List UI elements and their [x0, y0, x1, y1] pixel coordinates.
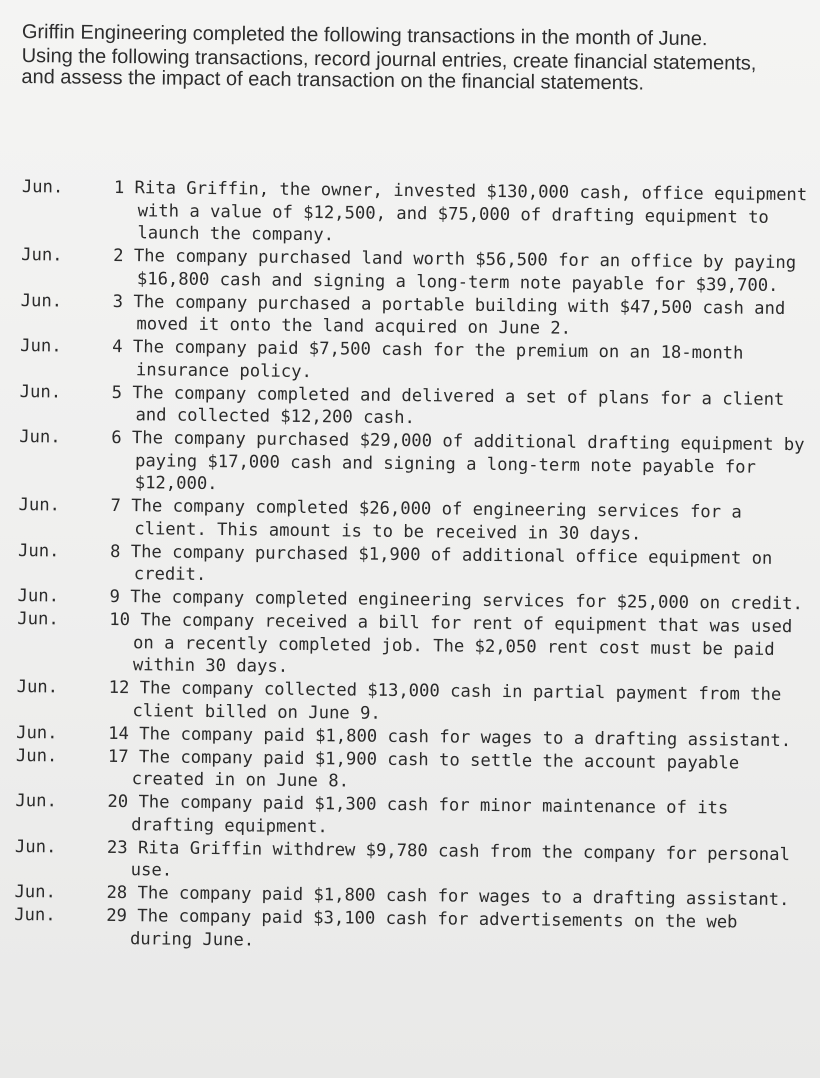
transaction-body [110, 290, 810, 342]
transaction-day: 9 [109, 586, 121, 608]
transaction-description: The company purchased land worth $56,500 for an office by paying $16,800 cash and signing a long-term note payable for $39,700. [133, 246, 797, 296]
transaction-description: The company completed $26,000 of engineering services for a client. This amount is to be received in 30 days. [131, 496, 742, 545]
transaction-description: The company purchased $29,000 of additional drafting equipment by paying $17,000 cash and signing a long-term note payable for $12,000. [131, 428, 805, 495]
transaction-text [113, 245, 811, 297]
transaction-body [107, 609, 808, 684]
transaction-description: The company received a bill for rent of equipment that was used on a recently completed job. The $2,050 rent cost must be paid within 30 days. [132, 610, 793, 677]
transaction-day: 29 [106, 905, 128, 927]
transaction-body [110, 336, 810, 388]
transaction-item [20, 289, 810, 342]
transaction-description: The company purchased a portable building with $47,500 cash and moved it onto the land acquired on June 2. [133, 291, 786, 339]
transaction-item [16, 744, 806, 797]
transaction-text [111, 381, 809, 433]
transaction-day: 4 [112, 336, 123, 358]
transaction-day: 20 [107, 791, 129, 813]
transaction-day: 5 [111, 382, 123, 403]
transaction-description: Rita Griffin, the owner, invested $130,000 cash, office equipment with a value of $12,500, and $75,000 of drafting equipment to launch the company. [134, 178, 808, 246]
transaction-description: The company paid $1,300 cash for minor maintenance of its drafting equipment. [131, 792, 729, 837]
transaction-day: 7 [110, 495, 122, 517]
transaction-description: The company purchased $1,900 of additional office equipment on credit. [130, 541, 773, 585]
transaction-month: Jun. [14, 881, 57, 903]
transaction-month: Jun. [20, 335, 62, 357]
transaction-text [108, 677, 806, 729]
transaction-month: Jun. [15, 790, 57, 812]
transaction-body [108, 540, 808, 592]
transaction-text [111, 427, 810, 502]
transaction-day: 3 [112, 291, 124, 312]
transaction-month: Jun. [15, 745, 58, 766]
transaction-description: The company completed and delivered a set of plans for a client and collected $12,200 cash. [132, 382, 785, 429]
transaction-month: Jun. [17, 540, 60, 561]
transaction-body [106, 745, 806, 797]
transaction-item [21, 244, 811, 297]
transaction-text [107, 791, 805, 843]
transaction-text [109, 609, 808, 684]
transaction-day: 12 [108, 677, 130, 699]
transaction-day: 14 [108, 723, 129, 744]
transaction-month: Jun. [21, 176, 64, 198]
problem-intro [21, 22, 782, 96]
transaction-item [15, 790, 805, 843]
transaction-text [110, 495, 808, 547]
transaction-month: Jun. [21, 244, 63, 266]
transaction-item [18, 539, 808, 592]
transaction-text [112, 290, 810, 342]
transaction-day: 17 [107, 746, 129, 767]
transaction-day: 1 [113, 177, 125, 199]
transaction-month: Jun. [20, 290, 63, 311]
transaction-text [113, 177, 812, 252]
transaction-day: 10 [109, 609, 131, 631]
transaction-month: Jun. [19, 381, 62, 402]
transaction-month: Jun. [17, 608, 59, 630]
transaction-month: Jun. [17, 585, 60, 607]
transaction-month: Jun. [16, 722, 58, 743]
transaction-day: 6 [111, 427, 122, 449]
transaction-description: The company paid $1,900 cash to settle the account payable created in on June 8. [131, 746, 740, 792]
transaction-description: The company collected $13,000 cash in partial payment from the client billed on June 9. [132, 678, 782, 724]
transaction-month: Jun. [16, 676, 59, 698]
transaction-description: Rita Griffin withdrew $9,780 cash from the company for personal use. [130, 837, 791, 881]
transaction-item [14, 904, 804, 957]
transaction-body [104, 905, 804, 957]
intro-sentence-1: Griffin Engineering completed the following transactions in the month of June. [21, 21, 708, 51]
transaction-description: The company paid $1,800 cash for wages to a drafting assistant. [139, 723, 792, 751]
transaction-item [16, 676, 806, 729]
transaction-text [107, 836, 805, 888]
transaction-month: Jun. [18, 494, 61, 516]
transaction-description: The company paid $3,100 cash for advertisements on the web during June. [129, 906, 738, 950]
transaction-body [105, 791, 805, 843]
transaction-item [18, 494, 808, 547]
transaction-body [109, 427, 810, 502]
transaction-list [14, 176, 812, 958]
transaction-item [19, 380, 809, 433]
transaction-item [19, 426, 810, 502]
transaction-month: Jun. [14, 904, 56, 926]
transaction-text [108, 745, 806, 797]
transaction-item [20, 335, 810, 388]
transaction-body [109, 381, 809, 433]
transaction-day: 2 [113, 245, 124, 267]
transaction-item [17, 608, 808, 684]
transaction-item [15, 835, 805, 888]
transaction-month: Jun. [19, 426, 61, 448]
transaction-item [21, 176, 812, 252]
intro-sentence-2: Using the following transactions, record journal entries, create financial statements, and assess the impact of each transaction on the financial statements. [21, 44, 757, 95]
transaction-text [110, 540, 808, 592]
transaction-day: 28 [106, 882, 128, 904]
transaction-text [112, 336, 810, 388]
transaction-description: The company paid $1,800 cash for wages to a drafting assistant. [137, 883, 790, 911]
transaction-text [106, 905, 804, 957]
transaction-day: 8 [109, 541, 121, 562]
transaction-description: The company completed engineering services for $25,000 on credit. [130, 587, 803, 615]
transaction-body [105, 836, 805, 888]
transaction-body [108, 495, 808, 547]
transaction-day: 23 [106, 837, 128, 858]
transaction-description: The company paid $7,500 cash for the premium on an 18-month insurance policy. [132, 337, 744, 382]
transaction-body [111, 177, 812, 252]
transaction-body [111, 245, 811, 297]
transaction-month: Jun. [14, 836, 57, 857]
transaction-body [106, 677, 806, 729]
